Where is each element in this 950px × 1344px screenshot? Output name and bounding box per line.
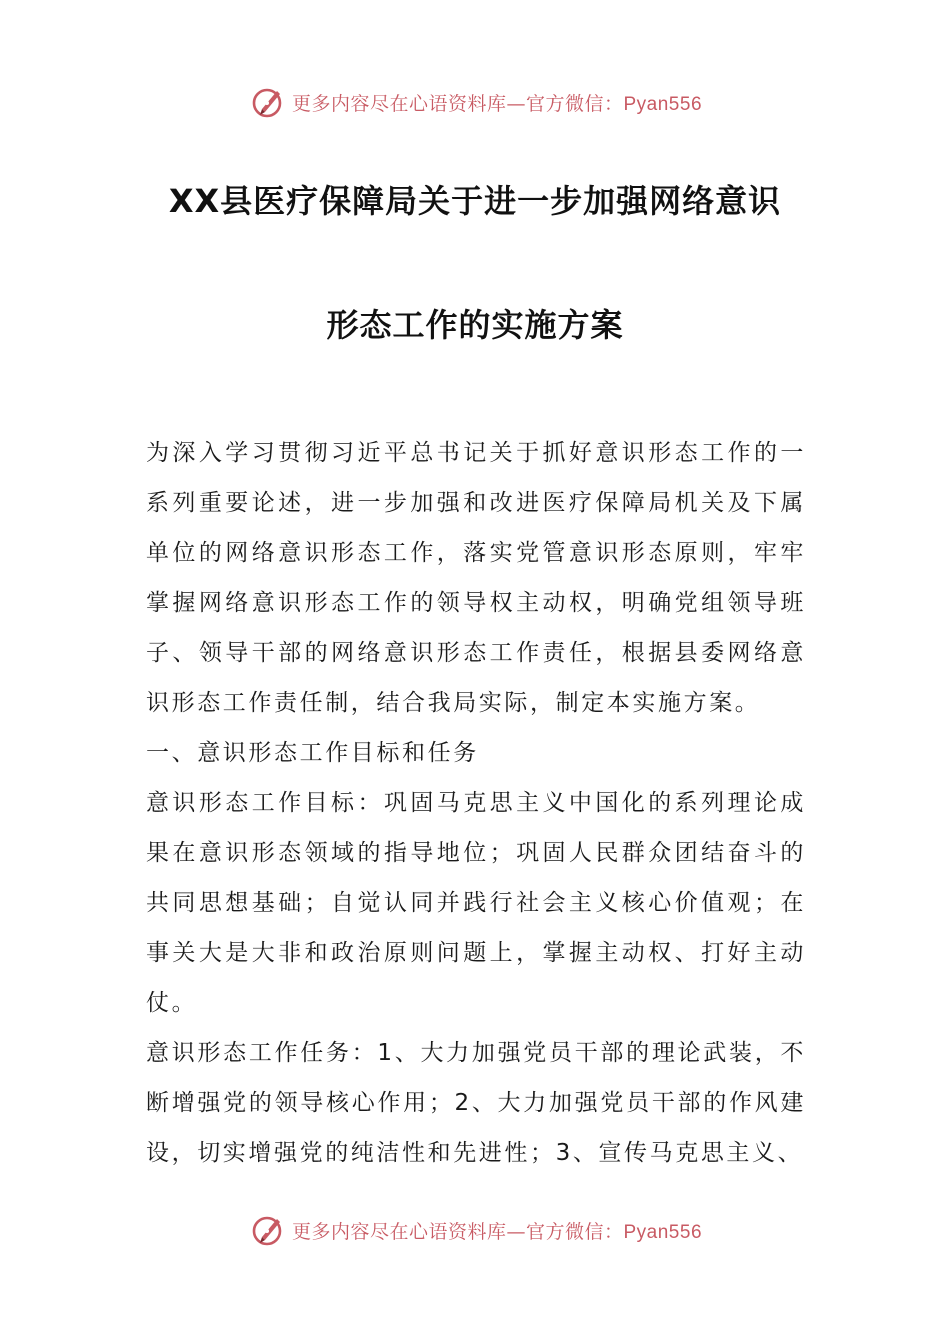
watermark-label: 更多内容尽在心语资料库—官方微信： (291, 1220, 624, 1243)
header-watermark-banner (0, 80, 950, 124)
footer-watermark-banner (0, 1208, 950, 1252)
watermark-text (292, 1217, 702, 1244)
tasks-paragraph: 意识形态工作任务：1、大力加强党员干部的理论武装，不断增强党的领导核心作用；2、大力加强党员干部的作风建设，切实增强党的纯洁性和先进性；3、宣传马克思主义、 (146, 1040, 806, 1166)
pen-logo-icon (248, 82, 288, 122)
document-title-line-1: XX县医疗保障局关于进一步加强网络意识 (168, 182, 782, 220)
intro-paragraph: 为深入学习贯彻习近平总书记关于抓好意识形态工作的一系列重要论述，进一步加强和改进医疗保障局机关及下属单位的网络意识形态工作，落实党管意识形态原则，牢牢掌握网络意识形态工作的领导权主动权，明确党组领导班子、领导干部的网络意识形态工作责任，根据县委网络意识形态工作责任制，结合我局实际，制定本实施方案。 (146, 440, 806, 716)
document-body (146, 428, 806, 1178)
goals-paragraph: 意识形态工作目标：巩固马克思主义中国化的系列理论成果在意识形态领域的指导地位；巩固人民群众团结奋斗的共同思想基础；自觉认同并践行社会主义核心价值观；在事关大是大非和政治原则问题上，掌握主动权、打好主动仗。 (146, 790, 806, 1016)
watermark-contact: Pyan556 (623, 1221, 703, 1243)
watermark-contact: Pyan556 (623, 93, 703, 115)
watermark-text (292, 89, 702, 116)
document-title-line-2: 形态工作的实施方案 (326, 306, 624, 344)
section-heading: 一、意识形态工作目标和任务 (146, 740, 479, 766)
pen-logo-icon (248, 1210, 288, 1250)
watermark-label: 更多内容尽在心语资料库—官方微信： (291, 92, 624, 115)
